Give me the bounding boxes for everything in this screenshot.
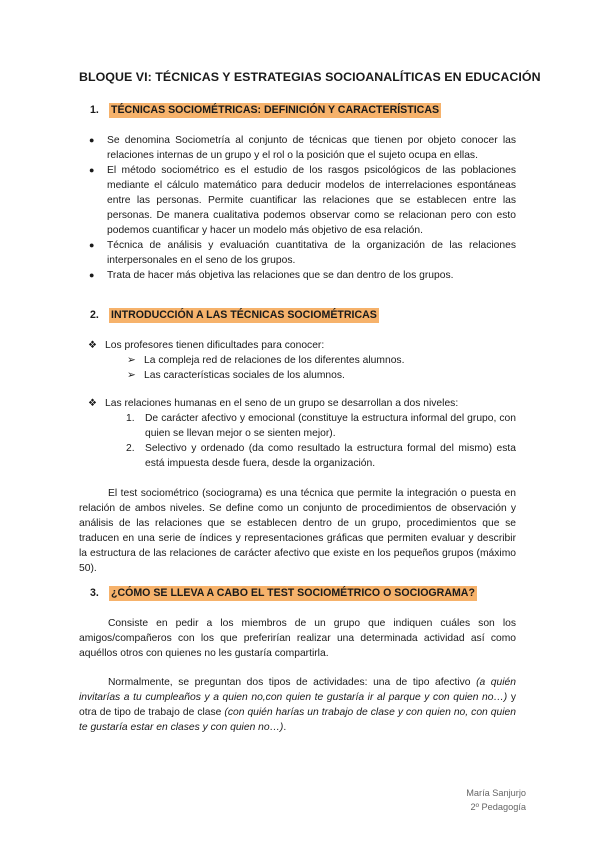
item-text: Selectivo y ordenado (da como resultado la estructura formal del mismo) esta está impuesta desde fuera, desde la organización. [145, 443, 516, 469]
paragraph-example-classwork: (con quién harías un trabajo de clase y con quien no, con quien te gustaría estar en clases y con quien no…) [79, 707, 516, 733]
section-2-paragraph: El test sociométrico (sociograma) es una técnica que permite la integración o puesta en relación de ambos niveles. Se define como un conjunto de procedimientos de observación y análisis de las relaciones que se establecen dentro de un grupo, procedimientos que se traducen en una serie de índices y representaciones gráficas que permiten evaluar y describir la estructura de las relaciones de carácter afectivo que existe en los pequeños grupos (máximo 50). [79, 488, 516, 574]
section-2-number: 2. [90, 309, 99, 321]
paragraph-text: Normalmente, se preguntan dos tipos de actividades: una de tipo afectivo [108, 677, 477, 688]
item-text: De carácter afectivo y emocional (constituye la estructura informal del grupo, con quien se llevan mejor o se sienten mejor). [145, 413, 516, 439]
section-3-number: 3. [90, 587, 99, 599]
footer [466, 786, 526, 814]
list-item [88, 338, 324, 353]
list-item [80, 163, 516, 238]
bullet-icon: ● [89, 165, 95, 175]
section-1-heading [90, 104, 441, 116]
section-2-title: INTRODUCCIÓN A LAS TÉCNICAS SOCIOMÉTRICAS [111, 309, 377, 321]
section-3-paragraph-2 [79, 675, 516, 735]
item-text: Las relaciones humanas en el seno de un grupo se desarrollan a dos niveles: [105, 398, 459, 409]
document-title: BLOQUE VI: TÉCNICAS Y ESTRATEGIAS SOCIOANALÍTICAS EN EDUCACIÓN [79, 70, 541, 84]
list-item [80, 238, 516, 268]
bullet-icon: ● [89, 135, 95, 145]
item-text: La compleja red de relaciones de los diferentes alumnos. [144, 355, 405, 366]
item-number: 1. [126, 413, 135, 424]
section-1-number: 1. [90, 104, 99, 116]
list-item [126, 441, 516, 471]
section-3-paragraph-1: Consiste en pedir a los miembros de un grupo que indiquen cuáles son los amigos/compañeros con los que preferirían realizar una determinada actividad así como aquéllos otros con quienes no les gustaría compartirla. [79, 618, 516, 659]
list-item [126, 411, 516, 441]
section-1-bullet-list [80, 133, 516, 283]
item-text: Las características sociales de los alumnos. [144, 370, 345, 381]
bullet-text: Se denomina Sociometría al conjunto de técnicas que tienen por objeto conocer las relaciones internas de un grupo y el rol o la posición que el sujeto ocupa en ellas. [107, 135, 516, 161]
section-2-heading [90, 309, 379, 321]
footer-course: 2º Pedagogía [470, 802, 526, 812]
footer-author: María Sanjurjo [466, 788, 526, 798]
list-item [127, 368, 345, 383]
bullet-icon: ● [89, 240, 95, 250]
list-item [80, 268, 516, 283]
item-number: 2. [126, 443, 135, 454]
section-1-title: TÉCNICAS SOCIOMÉTRICAS: DEFINICIÓN Y CARACTERÍSTICAS [111, 104, 440, 116]
paragraph-text: y otra de tipo de trabajo de clase [79, 692, 517, 718]
item-text: Los profesores tienen dificultades para conocer: [105, 340, 325, 351]
bullet-text: Técnica de análisis y evaluación cuantitativa de la organización de las relaciones interpersonales en el seno de los grupos. [107, 240, 516, 266]
bullet-icon: ● [89, 270, 95, 280]
section-2-numbered-list [126, 411, 516, 471]
bullet-text: El método sociométrico es el estudio de los rasgos psicológicos de las poblaciones mediante el cálculo matemático para deducir modelos de interrelaciones espontáneas entre las personas. Permite cuantificar las relaciones que se establecen entre las personas. De manera cualitativa podemos observar como se relacionan pero con esto podemos cuantificar y hacer un modelo más objetivo de esa relación. [107, 165, 516, 236]
section-3-title: ¿CÓMO SE LLEVA A CABO EL TEST SOCIOMÉTRICO O SOCIOGRAMA? [111, 587, 475, 599]
diamond-bullet-icon: ❖ [88, 398, 97, 409]
arrow-bullet-icon: ➢ [127, 355, 136, 366]
list-item [127, 353, 404, 368]
diamond-bullet-icon: ❖ [88, 340, 97, 351]
list-item [88, 396, 458, 411]
section-3-heading [90, 587, 477, 599]
list-item [80, 133, 516, 163]
paragraph-text: . [283, 722, 287, 733]
arrow-bullet-icon: ➢ [127, 370, 136, 381]
bullet-text: Trata de hacer más objetiva las relaciones que se dan dentro de los grupos. [107, 270, 454, 281]
paragraph-example-affective: (a quién invitarías a tu cumpleaños y a quien no,con quien te gustaría ir al parque y con quien no…) [79, 677, 516, 703]
